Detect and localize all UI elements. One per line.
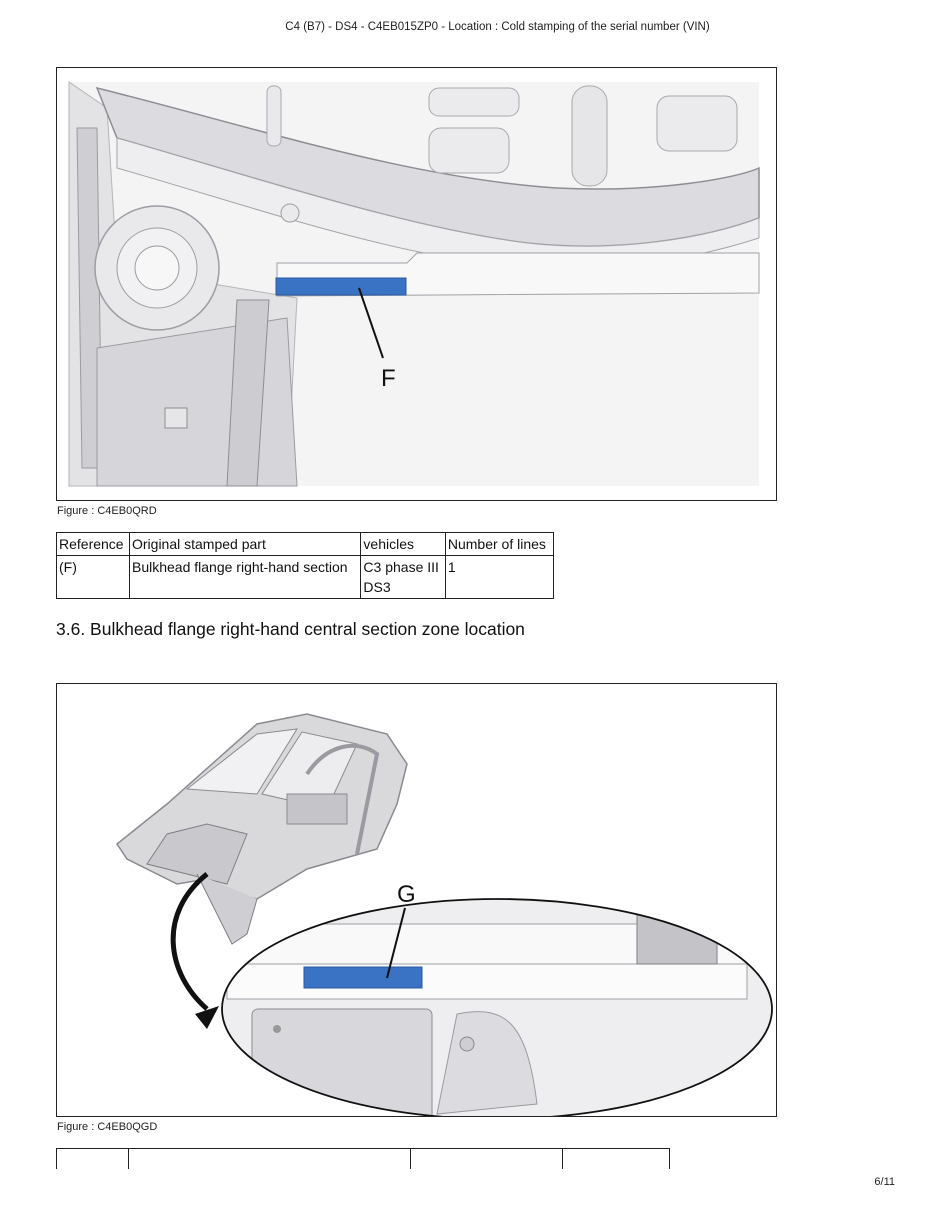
table-row [57, 556, 554, 599]
continued-table-top [56, 1148, 670, 1169]
page-header-title: C4 (B7) - DS4 - C4EB015ZP0 - Location : Cold stamping of the serial number (VIN) [285, 21, 710, 33]
header-vehicles: vehicles [361, 533, 445, 556]
figure-2 [56, 683, 777, 1117]
header-reference: Reference [57, 533, 130, 556]
cell-vehicles [361, 556, 445, 599]
page-number: 6/11 [874, 1176, 895, 1188]
callout-f: F [381, 365, 396, 392]
stamping-zone-f [276, 278, 406, 295]
stamped-parts-table [56, 532, 554, 599]
bulkhead-drawing [57, 68, 776, 500]
header-part: Original stamped part [130, 533, 361, 556]
vehicle-2: DS3 [363, 579, 391, 595]
stamping-zone-g [304, 967, 422, 988]
magnified-detail [217, 884, 776, 1116]
header-lines: Number of lines [445, 533, 553, 556]
cell-part: Bulkhead flange right-hand section [130, 556, 361, 599]
car-body-shell [117, 714, 407, 944]
figure-1 [56, 67, 777, 501]
section-heading: 3.6. Bulkhead flange right-hand central section zone location [56, 619, 525, 639]
vehicle-1: C3 phase III [363, 559, 439, 575]
vehicle-body-drawing [57, 684, 776, 1116]
figure-1-caption: Figure : C4EB0QRD [57, 505, 157, 517]
cell-reference: (F) [57, 556, 130, 599]
cell-lines: 1 [445, 556, 553, 599]
arrow-icon [195, 1006, 219, 1029]
callout-g: G [397, 881, 416, 908]
figure-2-caption: Figure : C4EB0QGD [57, 1121, 158, 1133]
table-header-row [57, 533, 554, 556]
